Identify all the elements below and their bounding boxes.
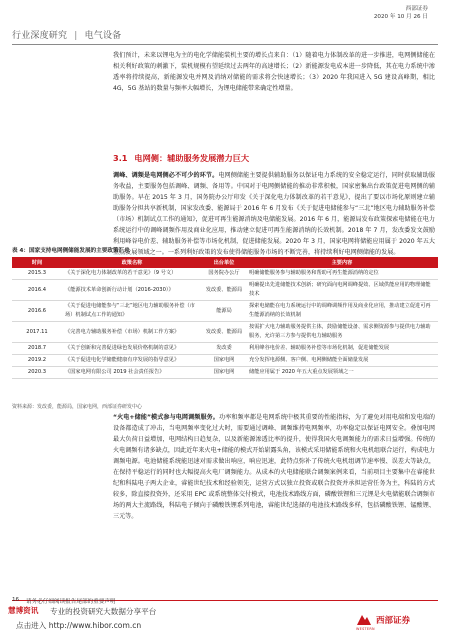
table-cell: 能源局 — [202, 301, 246, 322]
paragraph-body: 电网侧储能主要提供辅助服务以保证电力系统的安全稳定运行，同时获取辅助服务收益，主要服务包括调峰、调频、备用等。中国对于电网侧储能的推动非常积极，国家密集出台政策促进电网侧的辅助服务。早在 2015 年 3 月，国务院办公厅印发《关于深化电力体制改革的若干意见》，提出了要以市场化原则建立辅助服务分担共享新机制，国家发改委、能源局于 2016 年 6 月发布《关于促进电储能参与“三北”地区电力辅助服务补偿（市场）机制试点工作的通知》，促进可再生能源消纳及电储能发展。2016 年 6 月，能源局发布政策探索电储能在电力系统运行中的调峰调频作用及商业化应用，推动建立促进可再生能源消纳的长效机制。2018 年 7 月，发改委发文鼓励利用峰谷电价差、辅助服务补偿等市场化机制，促进储能发展。2020 年 3 月，国家电网将储能应用属于 2020 年五大重点发展领域之一。一系列利好政策的发布使得储能服务市场的不断完善，将持续利好电网侧储能的发展。 — [113, 172, 436, 256]
paragraph-lead: 调峰、调频是电网侧必不可少的环节。 — [113, 172, 219, 179]
western-logo-icon — [356, 614, 372, 626]
table-cell: 探索电储能在电力系统运行中的调峰调频作用及商业化应用，推动建立促进可再生能源消纳的长效机制 — [246, 301, 438, 322]
header-sector: 电气设备 — [84, 31, 122, 41]
table-cell: 2018.7 — [12, 343, 62, 355]
table-header-cell: 政策名称 — [62, 257, 202, 268]
paragraph-thermal-storage — [113, 412, 435, 522]
header-date: 2020 年 10 月 26 日 — [373, 14, 428, 20]
table-cell: 发改委 — [202, 343, 246, 355]
table-cell: 《关于促进电储能参与“三北”地区电力辅助服务补偿（市场）机制试点工作的通知》 — [62, 301, 202, 322]
table-cell: 国家电网 — [202, 367, 246, 379]
table-cell: 发改委、能源局 — [202, 280, 246, 301]
paragraph-lead: “火电+储能”模式参与电网调频服务。 — [113, 414, 219, 421]
table-cell: 国务院办公厅 — [202, 268, 246, 280]
table-cell: 2016.6 — [12, 301, 62, 322]
paragraph-body: 功率和频率都是电网系统中极其重要的性能指标，为了避免对用电端和发电端的设备都造成了冲击，当电网频率变化过大时，需要通过调峰、调频维持电网频率，功率稳定以保证电网安全。叠加电网最大负荷日益增加，电网结构日趋复杂，以及新能源渗透比率的提升，使得我国火电调频能力的需求日益增强。传统的火电调频有诸多缺点，因此近年来火电+储能的模式开始崭露头角，该模式采用储能系统和火电机组联合运行，构成电力调频电源。电池储能系统能迅速对需求做出响应，响应迅速，此特点弥补了传统火电机组调节速率慢、误差大等缺点，在保持平稳运行的同时也大幅提高火电厂调频能力。从成本的火电储能联合调频案例来看，当前项目主要集中在睿能世纪和科陆电子两大企业，睿能世纪技术和经验领先，运营方式以独立投资或联合投资并承担运营任务为主，科陆的方式较多，除直接投资外，还采用 EPC 或系统整体交付模式，电池技术路线方面，磷酸铁锂和三元锂是火电储能联合调频市场的两大主流路线，科陆电子倾向于磷酸铁锂系列电池，睿能世纪选择的电池技术路线多样，包括磷酸铁锂、锰酸锂、三元等。 — [113, 414, 436, 520]
table-header-cell: 时间 — [12, 257, 62, 268]
table-row — [12, 268, 438, 280]
table-row — [12, 322, 438, 343]
paragraph-grid-peak-regulation — [113, 170, 435, 258]
table-cell: 充分发挥电源侧、客户侧、电网侧储能全面储量发展 — [246, 355, 438, 367]
table-header-row — [12, 257, 438, 268]
table-cell: 《完善电力辅助服务补偿（市场）机制工作方案》 — [62, 322, 202, 343]
table-cell: 2020.3 — [12, 367, 62, 379]
header-category — [12, 28, 121, 41]
watermark-tagline: 专业的投资研究大数据分享平台 — [50, 607, 157, 616]
table-cell: 《关于深化电力体制改革的若干意见》（9 号文） — [62, 268, 202, 280]
table-cell: 利用峰谷电价差、辅助服务补偿等市场化机制，促进储能发展 — [246, 343, 438, 355]
table-cell: 国家电网 — [202, 355, 246, 367]
header-company: 西部证券 — [405, 6, 428, 12]
policy-table — [12, 257, 438, 379]
table-cell: 发改委、能源局 — [202, 322, 246, 343]
header-separator: | — [74, 31, 78, 41]
section-number: 3.1 — [113, 153, 128, 163]
table-row — [12, 301, 438, 322]
table-cell: 《能源技术革命创新行动计划（2016-2030）》 — [62, 280, 202, 301]
table-cell: 《关于创新和完善促进绿色发展价格机制的意见》 — [62, 343, 202, 355]
watermark-brand: 慧博资讯 — [8, 606, 39, 615]
footer-disclaimer: 请务必仔细阅读报告尾部的重要声明 — [26, 599, 116, 605]
table-cell: 2016.4 — [12, 280, 62, 301]
table-cell: 2017.11 — [12, 322, 62, 343]
table-row — [12, 343, 438, 355]
table-cell: 按需扩大电力辅助服务提供主体，鼓励储能设备、需求侧资源参与提供电力辅助服务，允许第三方参与提供电力辅助服务 — [246, 322, 438, 343]
section-title-text: 电网侧：辅助服务发展潜力巨大 — [134, 153, 250, 163]
intro-paragraph: 我们预计，未来以锂电为主的电化学储能装机主要的增长点来自：（1）随着电力体制改革的进一步推进，电网侧储能在相关利好政策的刺激下，装机规模有望延续过去两年的高速增长；（2）新能源发电成本进一步降低，其在电力系统中渗透率将持续提高，新能源发电并网及消纳对储能的需求将会快速增长；（3）2020 年我国进入 5G 建设高峰期，相比 4G，5G 基站的数量与频率大幅增长，为锂电储能带来确定性增量。 — [113, 52, 435, 92]
watermark-link[interactable]: 点击进入 http://www.hibor.com.cn — [16, 621, 142, 630]
table-title: 表 4：国家支持电网侧储能发展的主要政策汇总 — [12, 248, 130, 254]
footer-logo-sub: WESTERN — [356, 627, 375, 631]
table-cell: 明确储能服务参与辅助服务和帮助可再生能源消纳的定位 — [246, 268, 438, 280]
table-cell: 明确提出先进储能技术创新；研究面向电网调峰提效、区域供能应用的物理储能技术 — [246, 280, 438, 301]
section-title — [113, 153, 249, 164]
table-cell: 《关于促进电化学储能健康有序发展的指导意见》 — [62, 355, 202, 367]
table-source: 资料来源：发改委，能源局，国家电网，西部证券研发中心 — [12, 404, 143, 410]
table-header-cell: 主要内容 — [246, 257, 438, 268]
table-row — [12, 355, 438, 367]
table-header-cell: 出台单位 — [202, 257, 246, 268]
header-category-label: 行业深度研究 — [12, 31, 68, 41]
table-row — [12, 367, 438, 379]
table-cell: 《国家电网有限公司 2019 社会责任报告》 — [62, 367, 202, 379]
table-cell: 2015.3 — [12, 268, 62, 280]
table-cell: 储能应用属于 2020 年五大重点发展领域之一 — [246, 367, 438, 379]
table-row — [12, 280, 438, 301]
page-number: 16 — [12, 597, 20, 603]
header-divider — [12, 44, 438, 45]
footer-logo-text: 西部证券 — [376, 616, 411, 626]
table-cell: 2019.2 — [12, 355, 62, 367]
